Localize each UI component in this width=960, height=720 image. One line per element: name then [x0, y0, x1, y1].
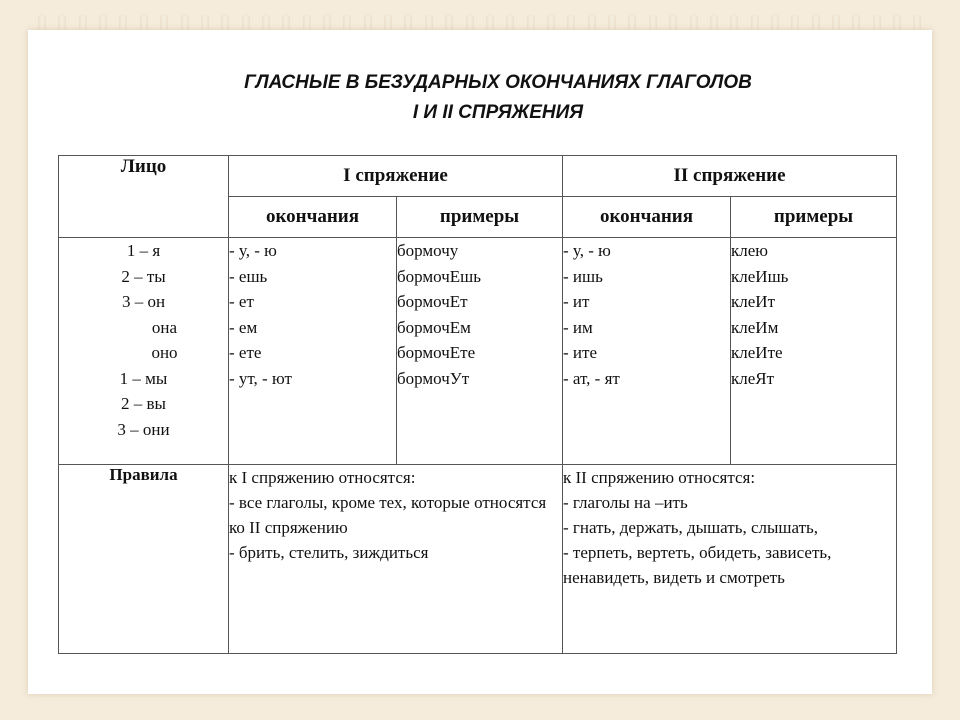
header-face: Лицо	[59, 156, 229, 238]
ending-item: - у, - ю	[229, 241, 277, 260]
conj1-endings-cell	[229, 238, 397, 465]
subheader-conj2-examples: примеры	[731, 197, 897, 238]
example-item: клеИм	[731, 317, 779, 337]
ending-item: - им	[563, 317, 593, 337]
ending-item: - ишь	[563, 266, 603, 286]
example-item: клею	[731, 241, 769, 260]
rule-line: - брить, стелить, зиждиться	[229, 543, 429, 562]
example-item: бормочУт	[397, 368, 470, 388]
ending-item: - ет	[229, 292, 254, 311]
conjugation-table	[58, 155, 897, 654]
table-row-forms	[59, 238, 897, 465]
example-item: клеЯт	[731, 368, 775, 388]
person-item: она	[151, 317, 178, 337]
conj1-examples-cell	[397, 238, 563, 465]
example-item: клеИте	[731, 343, 783, 362]
table-header-row	[59, 156, 897, 197]
ending-item: - ем	[229, 317, 258, 337]
rule-line: - глаголы на –ить	[563, 493, 688, 512]
ending-item: - ите	[563, 343, 597, 362]
rules-conj1-cell	[229, 465, 563, 654]
ending-item: - у, - ю	[563, 241, 611, 260]
person-item: 3 – он	[121, 292, 166, 311]
example-item: бормочЕшь	[397, 266, 481, 286]
ending-item: - ат, - ят	[563, 368, 620, 388]
subheader-conj1-endings: окончания	[229, 197, 397, 238]
rules-conj2-cell	[563, 465, 897, 654]
person-item: 3 – они	[117, 419, 170, 439]
person-item: оно	[151, 343, 178, 362]
title-line-1: ГЛАСНЫЕ В БЕЗУДАРНЫХ ОКОНЧАНИЯХ ГЛАГОЛОВ	[244, 72, 752, 93]
example-item: бормочЕм	[397, 317, 471, 337]
ending-item: - ит	[563, 292, 590, 311]
example-item: клеИт	[731, 292, 776, 311]
header-conj1: I спряжение	[229, 156, 563, 197]
ending-item: - ут, - ют	[229, 368, 292, 388]
header-conj2: II спряжение	[563, 156, 897, 197]
person-item: 2 – вы	[121, 394, 166, 413]
conj2-endings-cell	[563, 238, 731, 465]
page-title	[0, 68, 960, 128]
subheader-conj2-endings: окончания	[563, 197, 731, 238]
person-item: 2 – ты	[121, 266, 166, 286]
ending-item: - ете	[229, 343, 262, 362]
rule-line: - гнать, держать, дышать, слышать,	[563, 518, 819, 537]
title-line-2: I И II СПРЯЖЕНИЯ	[412, 102, 584, 123]
rule-line: к I спряжению относятся:	[229, 468, 416, 487]
example-item: клеИшь	[731, 266, 789, 286]
ending-item: - ешь	[229, 266, 268, 286]
person-item: 1 – я	[126, 241, 161, 260]
rule-line: к II спряжению относятся:	[563, 468, 756, 487]
rules-label: Правила	[59, 465, 229, 654]
conj2-examples-cell	[731, 238, 897, 465]
example-item: бормочЕт	[397, 292, 468, 311]
persons-cell	[59, 238, 229, 465]
example-item: бормочЕте	[397, 343, 476, 362]
example-item: бормочу	[397, 241, 459, 260]
table-row-rules	[59, 465, 897, 654]
subheader-conj1-examples: примеры	[397, 197, 563, 238]
rule-line: - терпеть, вертеть, обидеть, зависеть, ненавидеть, видеть и смотреть	[563, 543, 832, 587]
rule-line: - все глаголы, кроме тех, которые относятся ко II спряжению	[229, 493, 547, 537]
person-item: 1 – мы	[119, 368, 168, 388]
